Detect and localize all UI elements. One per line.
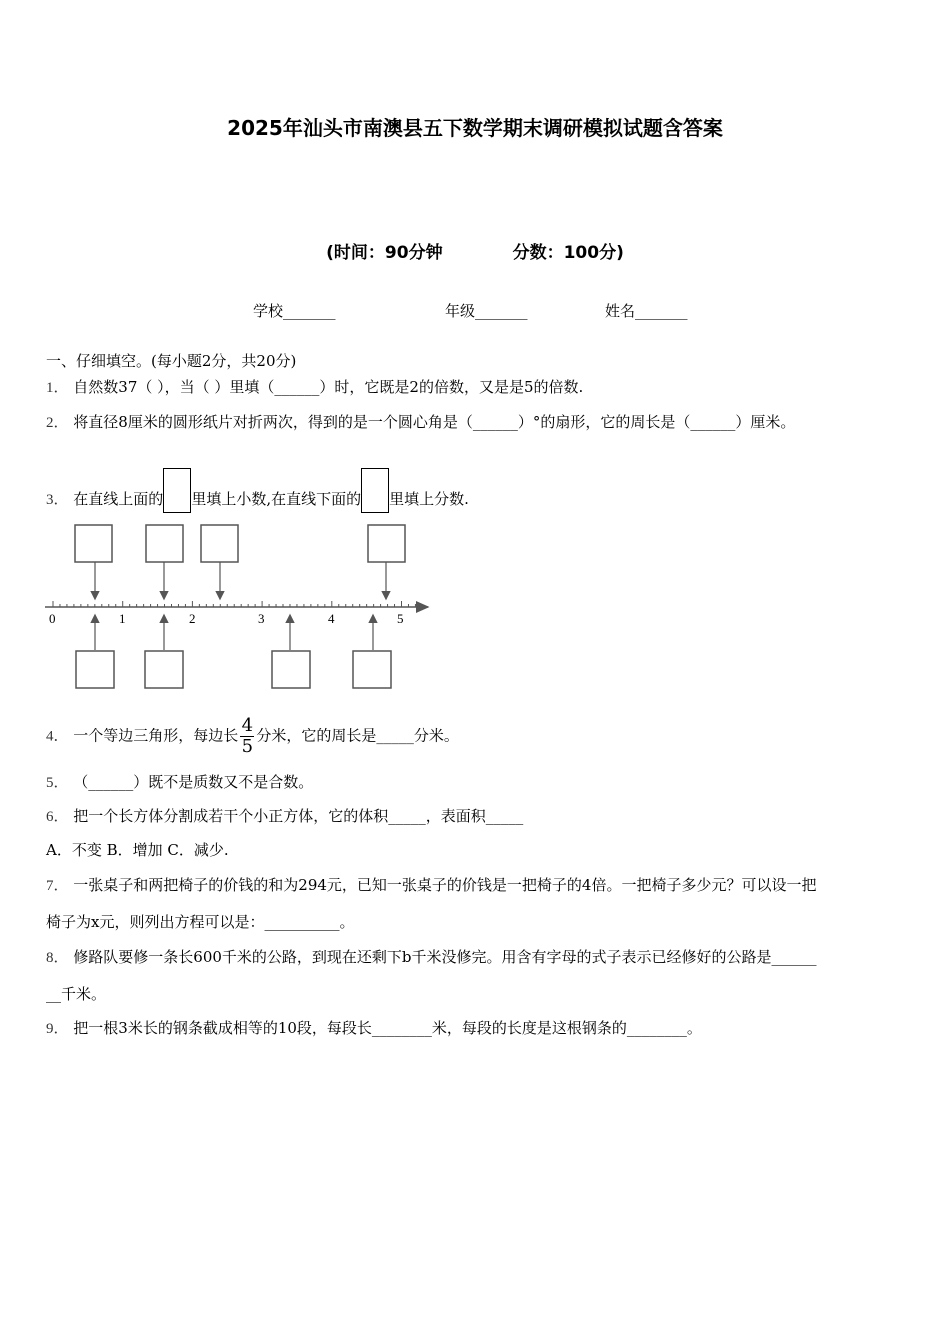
axis-label: 4	[328, 611, 335, 626]
bottom-answer-box[interactable]	[272, 651, 310, 688]
question-text: 在直线上面的	[73, 490, 164, 508]
number-line-figure	[40, 520, 440, 695]
question-number: 5．	[46, 775, 69, 791]
question-8	[46, 946, 817, 967]
question-number: 2．	[46, 415, 69, 431]
section-heading: 一、仔细填空。(每小题2分，共20分)	[46, 352, 297, 370]
answer-box-icon	[163, 468, 191, 513]
bottom-answer-box[interactable]	[145, 651, 183, 688]
question-number: 6．	[46, 809, 69, 825]
question-number: 1．	[46, 380, 69, 396]
question-text: 把一个长方体分割成若干个小正方体，它的体积_____，表面积_____	[73, 807, 524, 825]
top-answer-box[interactable]	[146, 525, 183, 562]
fraction	[240, 716, 254, 757]
axis-label: 0	[49, 611, 56, 626]
question-6	[46, 805, 523, 826]
school-field[interactable]: 学校_______	[253, 302, 336, 320]
time-info: (时间：90分钟	[326, 243, 443, 263]
question-text: 一个等边三角形，每边长	[73, 726, 239, 745]
question-text: 修路队要修一条长600千米的公路，到现在还剩下b千米没修完。用含有字母的式子表示已经修好的公路是______	[73, 948, 817, 966]
grade-field[interactable]: 年级_______	[445, 302, 528, 320]
fraction-denominator: 5	[241, 736, 254, 757]
question-5	[46, 771, 313, 792]
top-answer-box[interactable]	[368, 525, 405, 562]
question-text: 自然数37（ ），当（ ）里填（______）时，它既是2的倍数，又是是5的倍数.	[73, 378, 584, 396]
question-number: 4．	[46, 728, 69, 745]
axis-label: 5	[397, 611, 404, 626]
question-1	[46, 376, 583, 397]
question-number: 3．	[46, 492, 69, 508]
question-text: 里填上分数.	[389, 490, 469, 508]
axis-label: 2	[189, 611, 196, 626]
question-number: 8．	[46, 950, 69, 966]
top-answer-box[interactable]	[75, 525, 112, 562]
axis-label: 3	[258, 611, 265, 626]
page-title: 2025年汕头市南澳县五下数学期末调研模拟试题含答案	[227, 116, 723, 140]
score-info: 分数：100分)	[512, 243, 624, 263]
question-number: 9．	[46, 1021, 69, 1037]
question-2	[46, 411, 795, 432]
question-text: （______）既不是质数又不是合数。	[73, 773, 314, 791]
question-text: 把一根3米长的钢条截成相等的10段，每段长________米，每段的长度是这根钢条的________。	[73, 1019, 702, 1037]
question-9	[46, 1017, 702, 1038]
fraction-numerator: 4	[241, 715, 254, 736]
answer-box-icon	[361, 468, 389, 513]
question-text: 将直径8厘米的圆形纸片对折两次，得到的是一个圆心角是（______）°的扇形，它的周长是（______）厘米。	[73, 413, 796, 431]
question-8-cont: __千米。	[46, 985, 107, 1003]
bottom-answer-box[interactable]	[353, 651, 391, 688]
question-7	[46, 874, 816, 895]
question-3	[46, 468, 469, 513]
top-answer-box[interactable]	[201, 525, 238, 562]
axis-label: 1	[119, 611, 126, 626]
question-text: 里填上小数,在直线下面的	[191, 490, 362, 508]
question-7-cont: 椅子为x元，则列出方程可以是：__________。	[46, 913, 355, 931]
name-field[interactable]: 姓名_______	[605, 302, 688, 320]
question-6-options: A．不变 B．增加 C．减少.	[46, 841, 229, 859]
question-text: 一张桌子和两把椅子的价钱的和为294元，已知一张桌子的价钱是一把椅子的4倍。一把椅子多少元？可以设一把	[73, 876, 817, 894]
question-text: 分米，它的周长是_____分米。	[256, 726, 459, 745]
question-4	[46, 716, 459, 757]
bottom-answer-box[interactable]	[76, 651, 114, 688]
question-number: 7．	[46, 878, 69, 894]
exam-meta	[0, 238, 950, 263]
